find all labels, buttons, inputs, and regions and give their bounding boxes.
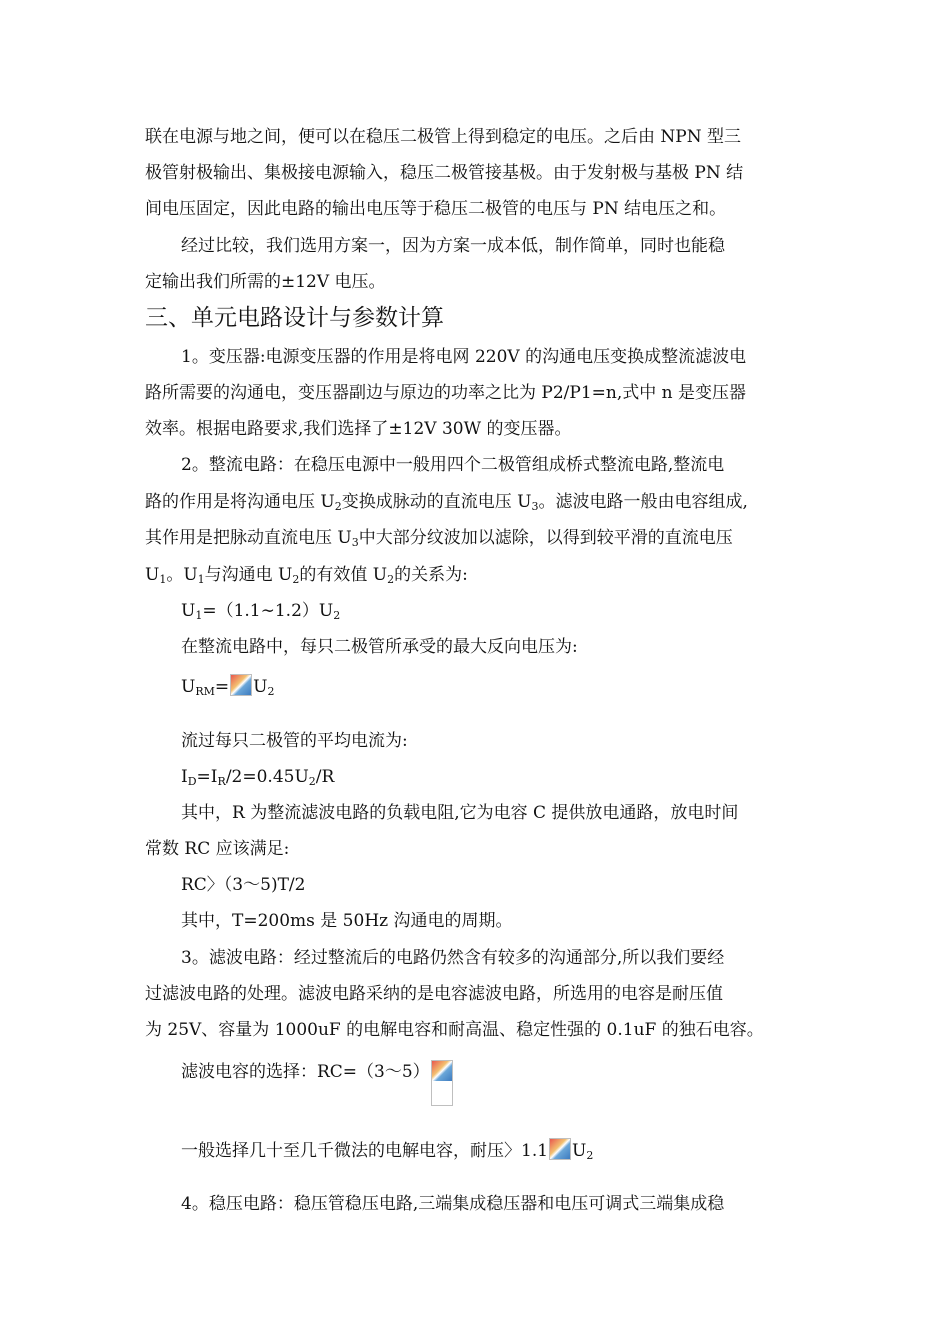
text-line: 效率。根据电路要求,我们选择了±12V 30W 的变压器。 bbox=[145, 419, 572, 439]
missing-image-icon bbox=[431, 1060, 453, 1106]
text-line: 为 25V、容量为 1000uF 的电解电容和耐高温、稳定性强的 0.1uF 的独石电容。 bbox=[145, 1020, 764, 1040]
section-heading: 三、单元电路设计与参数计算 bbox=[145, 305, 444, 331]
formula-line: RC〉（3～5)T/2 bbox=[181, 875, 306, 895]
text-line: 其中，R 为整流滤波电路的负载电阻,它为电容 C 提供放电通路，放电时间 bbox=[181, 803, 739, 823]
text-line: 流过每只二极管的平均电流为: bbox=[181, 731, 408, 751]
text-line: 路所需要的沟通电，变压器副边与原边的功率之比为 P2/P1=n,式中 n 是变压器 bbox=[145, 383, 746, 403]
text-line: 常数 RC 应该满足: bbox=[145, 839, 290, 859]
text-line: 其中，T=200ms 是 50Hz 沟通电的周期。 bbox=[181, 911, 513, 931]
text-line: 间电压固定，因此电路的输出电压等于稳压二极管的电压与 PN 结电压之和。 bbox=[145, 199, 727, 219]
formula-line: $U_1=(1.1\sim 1.2)U_2$ bbox=[181, 601, 341, 622]
text-line: 过滤波电路的处理。滤波电路采纳的是电容滤波电路，所选用的电容是耐压值 bbox=[145, 984, 723, 1004]
formula-line: $I_D=I_R/2=0.45U_2/R$ bbox=[181, 767, 335, 788]
formula-line: 滤波电容的选择：RC=（3～5） bbox=[181, 1060, 811, 1106]
text-line: 经过比较，我们选用方案一，因为方案一成本低，制作简单，同时也能稳 bbox=[181, 236, 725, 256]
text-line: 在整流电路中，每只二极管所承受的最大反向电压为: bbox=[181, 637, 578, 657]
text-line: 路的作用是将沟通电压 $U_2$变换成脉动的直流电压 $U_3$。滤波电路一般由电容组成, bbox=[145, 492, 748, 513]
text-line: 2。整流电路：在稳压电源中一般用四个二极管组成桥式整流电路,整流电 bbox=[181, 455, 725, 475]
formula-line: $U_{RM}= U_2$ bbox=[181, 674, 811, 699]
text-line: 其作用是把脉动直流电压 $U_3$中大部分纹波加以滤除，以得到较平滑的直流电压 bbox=[145, 528, 733, 549]
text-line: 1。变压器:电源变压器的作用是将电网 220V 的沟通电压变换成整流滤波电 bbox=[181, 347, 747, 367]
text-line: 4。稳压电路：稳压管稳压电路,三端集成稳压器和电压可调式三端集成稳 bbox=[181, 1194, 725, 1214]
missing-image-icon bbox=[549, 1138, 571, 1160]
missing-image-icon bbox=[230, 674, 252, 696]
text-line: $U_1$。$U_1$与沟通电 $U_2$的有效值 $U_2$的关系为: bbox=[145, 565, 468, 586]
text-line: 极管射极输出、集极接电源输入，稳压二极管接基极。由于发射极与基极 PN 结 bbox=[145, 163, 744, 183]
formula-line: 一般选择几十至几千微法的电解电容，耐压〉1.1 $U_2$ bbox=[181, 1138, 811, 1163]
text-line: 定输出我们所需的±12V 电压。 bbox=[145, 272, 386, 292]
text-line: 联在电源与地之间，便可以在稳压二极管上得到稳定的电压。之后由 NPN 型三 bbox=[145, 127, 741, 147]
text-line: 3。滤波电路：经过整流后的电路仍然含有较多的沟通部分,所以我们要经 bbox=[181, 948, 725, 968]
